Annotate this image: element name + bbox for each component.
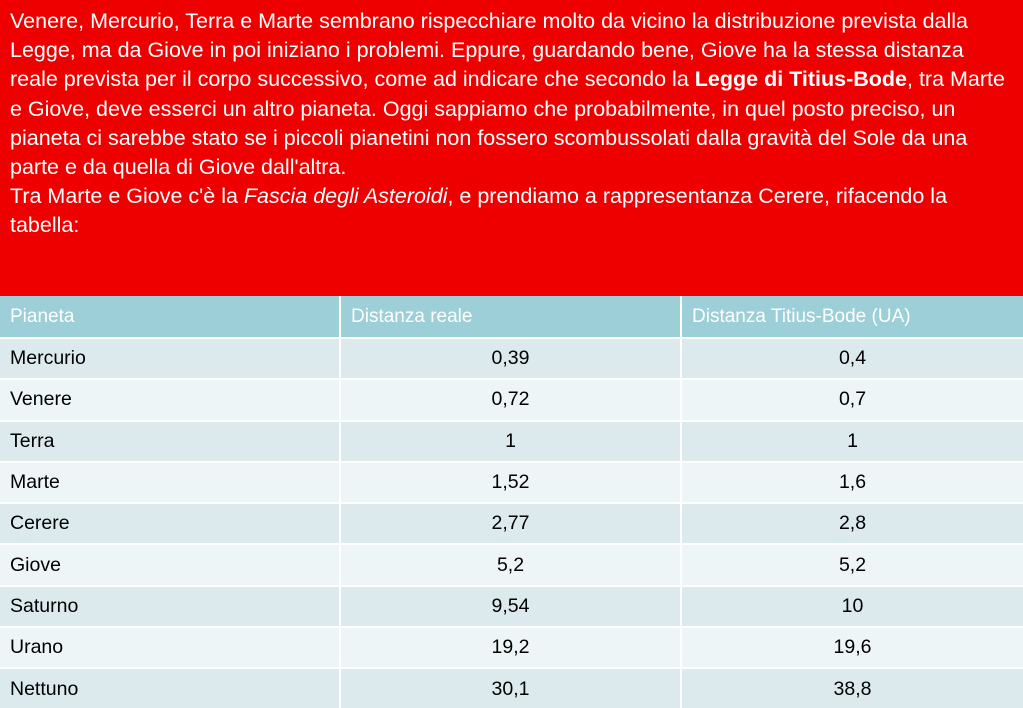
planet-name-cell: Cerere xyxy=(0,503,340,544)
table-row xyxy=(0,338,1023,379)
table-row xyxy=(0,668,1023,708)
planet-name-cell: Nettuno xyxy=(0,668,340,708)
table-row xyxy=(0,421,1023,462)
intro-paragraph-2 xyxy=(10,182,1017,240)
tb-distance-cell: 5,2 xyxy=(681,544,1023,585)
intro-p2-text-b: , e prendiamo a rappresentanza Cerere, rifacendo la tabella: xyxy=(10,184,948,238)
header-titius-bode-distance: Distanza Titius-Bode (UA) xyxy=(681,296,1023,338)
planet-name-cell: Urano xyxy=(0,627,340,668)
tb-distance-cell: 0,7 xyxy=(681,379,1023,420)
tb-distance-cell: 10 xyxy=(681,586,1023,627)
planet-name-cell: Mercurio xyxy=(0,338,340,379)
real-distance-cell: 5,2 xyxy=(340,544,681,585)
header-real-distance: Distanza reale xyxy=(340,296,681,338)
table-row xyxy=(0,586,1023,627)
table-row xyxy=(0,462,1023,503)
planet-name-cell: Marte xyxy=(0,462,340,503)
asteroid-belt-italic: Fascia degli Asteroidi xyxy=(243,184,448,209)
real-distance-cell: 0,39 xyxy=(340,338,681,379)
real-distance-cell: 19,2 xyxy=(340,627,681,668)
real-distance-cell: 1 xyxy=(340,421,681,462)
intro-paragraph-1 xyxy=(10,7,1017,182)
table-row xyxy=(0,379,1023,420)
table-row xyxy=(0,544,1023,585)
real-distance-cell: 2,77 xyxy=(340,503,681,544)
planet-distance-table xyxy=(0,296,1023,708)
tb-distance-cell: 38,8 xyxy=(681,668,1023,708)
intro-p1-text-a: Venere, Mercurio, Terra e Marte sembrano rispecchiare molto da vicino la distribuzione prevista dalla Legge, ma da Giove in poi iniziano i problemi. Eppure, guardando bene, Giove ha la stessa distanza reale prevista per il corpo successivo, come ad indicare che secondo la xyxy=(10,9,968,92)
table-header-row xyxy=(0,296,1023,338)
planet-name-cell: Venere xyxy=(0,379,340,420)
intro-text-box xyxy=(0,0,1023,296)
intro-p2-text-a: Tra Marte e Giove c'è la xyxy=(10,184,244,209)
tb-distance-cell: 19,6 xyxy=(681,627,1023,668)
intro-p1-text-b: , tra Marte e Giove, deve esserci un altro pianeta. Oggi sappiamo che probabilmente, in quel posto preciso, un pianeta ci sarebbe stato se i piccoli pianetini non fossero scombussolati dalla gravità del Sole da una parte e da quella di Giove dall'altra. xyxy=(10,67,1005,180)
header-planet: Pianeta xyxy=(0,296,340,338)
real-distance-cell: 9,54 xyxy=(340,586,681,627)
planet-name-cell: Terra xyxy=(0,421,340,462)
table-row xyxy=(0,627,1023,668)
tb-distance-cell: 2,8 xyxy=(681,503,1023,544)
real-distance-cell: 0,72 xyxy=(340,379,681,420)
tb-distance-cell: 1 xyxy=(681,421,1023,462)
planet-name-cell: Saturno xyxy=(0,586,340,627)
real-distance-cell: 1,52 xyxy=(340,462,681,503)
tb-distance-cell: 0,4 xyxy=(681,338,1023,379)
tb-distance-cell: 1,6 xyxy=(681,462,1023,503)
law-name-bold: Legge di Titius-Bode xyxy=(694,67,907,92)
planet-name-cell: Giove xyxy=(0,544,340,585)
real-distance-cell: 30,1 xyxy=(340,668,681,708)
table-row xyxy=(0,503,1023,544)
